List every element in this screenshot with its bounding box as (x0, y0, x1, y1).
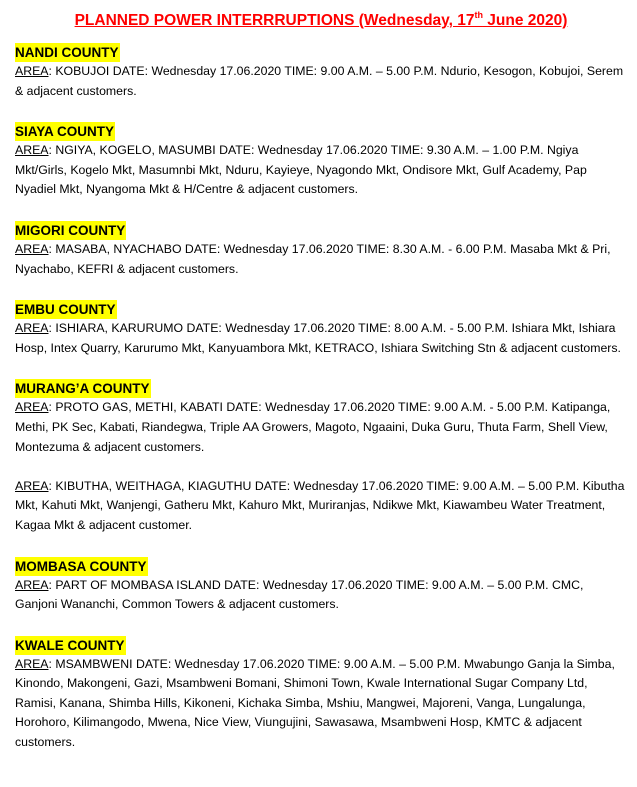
area-label: AREA (15, 143, 49, 158)
area-label: AREA (15, 400, 49, 415)
area-paragraph (15, 576, 625, 615)
county-section-muranga (15, 379, 627, 535)
county-heading: EMBU COUNTY (15, 302, 116, 318)
county-section-embu (15, 300, 627, 358)
area-paragraph (15, 240, 625, 279)
document-title (15, 10, 627, 31)
area-paragraph (15, 62, 625, 101)
area-paragraph (15, 398, 625, 457)
area-text: : MASABA, NYACHABO DATE: Wednesday 17.06.2020 TIME: 8.30 A.M. - 6.00 P.M. Masaba Mkt & Pri, Nyachabo, KEFRI & adjacent customers. (15, 241, 611, 276)
county-heading: MIGORI COUNTY (15, 222, 126, 238)
county-section-nandi (15, 43, 627, 101)
county-section-kwale (15, 636, 627, 753)
area-label: AREA (15, 241, 49, 256)
area-text: : ISHIARA, KARURUMO DATE: Wednesday 17.06.2020 TIME: 8.00 A.M. - 5.00 P.M. Ishiara Mkt, Ishiara Hosp, Intex Quarry, Karurumo Mkt, Kanyuambora Mkt, KETRACO, Ishiara Switching Stn & adjacent customers. (15, 321, 621, 355)
area-text: : MSAMBWENI DATE: Wednesday 17.06.2020 TIME: 9.00 A.M. – 5.00 P.M. Mwabungo Ganja la Simba, Kinondo, Makongeni, Gazi, Msambweni Bomani, Shimoni Town, Kwale International Sugar Company Ltd, Ramisi, Kanana, Shimba Hills, Kikoneni, Kichaka Simba, Mshiu, Mangwei, Majoreni, Vanga, Lungalunga, Horohoro, Kilimangodo, Mwena, Nice View, Viungujini, Sawasawa, Msambweni Hosp, KMTC & adjacent customers. (15, 656, 615, 750)
county-heading: KWALE COUNTY (15, 637, 125, 653)
title-main: PLANNED POWER INTERRRUPTIONS (Wednesday, 17 (74, 12, 475, 29)
area-text: : KIBUTHA, WEITHAGA, KIAGUTHU DATE: Wednesday 17.06.2020 TIME: 9.00 A.M. – 5.00 P.M. Kibutha Mkt, Kahuti Mkt, Wanjengi, Gatheru Mkt, Kahuro Mkt, Muriranjas, Ndikwe Mkt, Kiawambeu Water Treatment, Kagaa Mkt & adjacent customer. (15, 478, 625, 532)
area-paragraph (15, 141, 625, 200)
area-text: : PROTO GAS, METHI, KABATI DATE: Wednesday 17.06.2020 TIME: 9.00 A.M. - 5.00 P.M. Katipanga, Methi, PK Sec, Kabati, Riandegwa, Triple AA Growers, Magoto, Ngaaini, Duka Guru, Thuta Farm, Shell View, Montezuma & adjacent customers. (15, 400, 611, 454)
county-heading: MOMBASA COUNTY (15, 558, 147, 574)
area-paragraph (15, 477, 625, 536)
area-paragraph (15, 319, 625, 358)
county-heading: NANDI COUNTY (15, 45, 119, 60)
county-section-siaya (15, 122, 627, 200)
county-section-mombasa (15, 557, 627, 615)
area-label: AREA (15, 577, 49, 592)
area-label: AREA (15, 656, 49, 671)
area-text: : PART OF MOMBASA ISLAND DATE: Wednesday 17.06.2020 TIME: 9.00 A.M. – 5.00 P.M. CMC, Ganjoni Wananchi, Common Towers & adjacent customers. (15, 577, 584, 612)
area-label: AREA (15, 478, 49, 493)
title-superscript: th (474, 9, 483, 20)
area-text: : KOBUJOI DATE: Wednesday 17.06.2020 TIME: 9.00 A.M. – 5.00 P.M. Ndurio, Kesogon, Kobujoi, Serem & adjacent customers. (15, 64, 624, 98)
title-end: June 2020) (482, 12, 568, 29)
area-text: : NGIYA, KOGELO, MASUMBI DATE: Wednesday 17.06.2020 TIME: 9.30 A.M. – 1.00 P.M. Ngiya Mkt/Girls, Kogelo Mkt, Masumnbi Mkt, Nduru, Kayieye, Nyagondo Mkt, Ondisore Mkt, Gulf Academy, Pap Nyadiel Mkt, Nyangoma Mkt & H/Centre & adjacent customers. (15, 143, 587, 197)
county-section-migori (15, 221, 627, 279)
county-heading: MURANG’A COUNTY (15, 381, 150, 397)
county-heading: SIAYA COUNTY (15, 124, 115, 140)
area-paragraph (15, 655, 625, 753)
area-label: AREA (15, 64, 49, 78)
area-label: AREA (15, 321, 49, 336)
